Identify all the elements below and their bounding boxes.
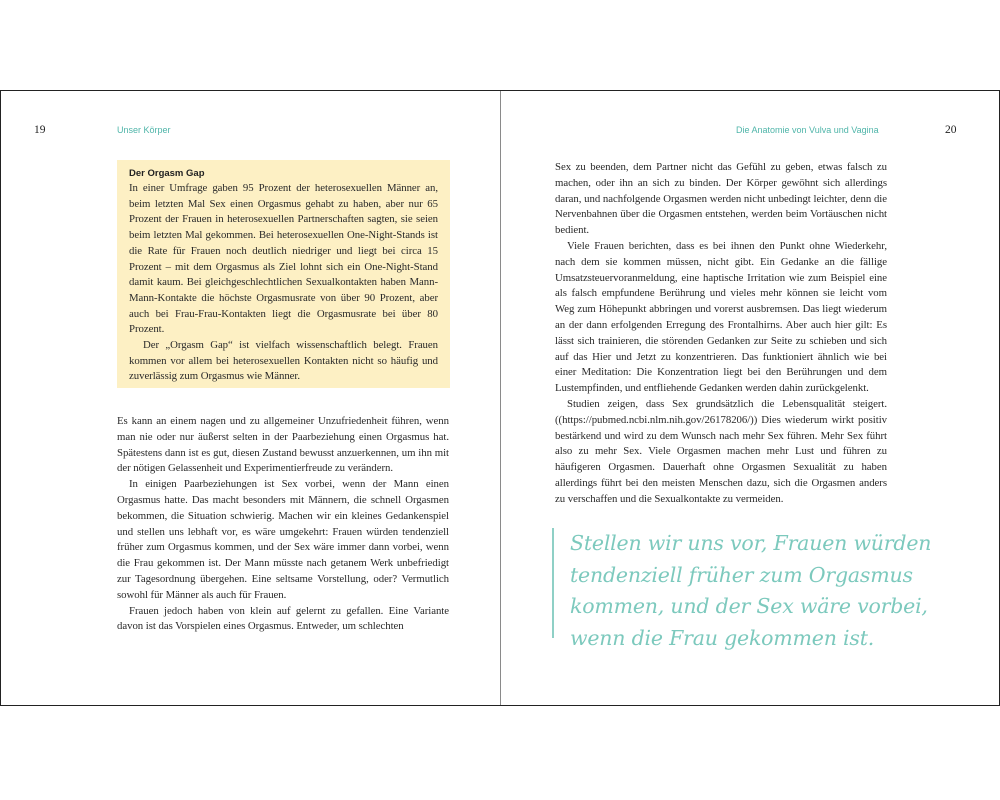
right-page-number: 20 (945, 124, 957, 136)
body-paragraph: In einigen Paarbeziehungen ist Sex vorbei, wenn der Mann einen Orgasmus hatte. Das macht besonders mit Männern, die schnell Orgasmen bekommen, die Situation schwierig. Machen wir ein kleines Gedankenspiel und stellen uns lebhaft vor, es wäre umgekehrt: Frauen würden tendenziell früher zum Orgasmus kommen, und der Sex wäre immer dann vorbei, wenn die Frau gekommen ist. Der Mann müsste nach getanem Werk unbefriedigt zur Tagesordnung übergehen. Eine seltsame Vorstellung, oder? Vermutlich sowohl für Männer als auch für Frauen. (117, 478, 449, 601)
info-box (117, 160, 450, 388)
book-spread (0, 90, 1000, 706)
body-paragraph: Frauen jedoch haben von klein auf gelernt zu gefallen. Eine Variante davon ist das Vorspielen eines Orgasmus. Entweder, um schlechten (117, 604, 449, 633)
left-running-head: Unser Körper (117, 125, 171, 135)
info-box-title: Der Orgasm Gap (129, 168, 205, 179)
info-box-paragraph: In einer Umfrage gaben 95 Prozent der heterosexuellen Männer an, beim letzten Mal Sex einen Orgasmus gehabt zu haben, aber nur 65 Prozent der Frauen in heterosexuellen Partnerschaften sagten, sie seien beim letzten Mal gekommen. Bei heterosexuellen One-Night-Stands ist die Rate für Frauen noch deutlich niedriger und liegt bei circa 15 Prozent – mit dem Orgasmus als Ziel lohnt sich ein One-Night-Stand damit kaum. Bei gleichgeschlechtlichen Sexualkontakten haben Mann-Mann-Kontakte die höchste Orgasmusrate von über 90 Prozent, aber auch bei Frau-Frau-Kontakten liegt die Orgasmusrate bei über 80 Prozent. (129, 182, 438, 336)
right-body-text (555, 160, 887, 508)
page-gutter (500, 91, 501, 705)
info-box-paragraph: Der „Orgasm Gap“ ist vielfach wissenschaftlich belegt. Frauen kommen vor allem bei heterosexuellen Kontakten nicht so häufig und zuverlässig zum Orgasmus wie Männer. (129, 339, 438, 383)
pull-quote: Stellen wir uns vor, Frauen würden tendenziell früher zum Orgasmus kommen, und der Sex wäre vorbei, wenn die Frau gekommen ist. (552, 528, 932, 638)
left-body-text (117, 414, 449, 635)
body-paragraph: Studien zeigen, dass Sex grundsätzlich die Lebensqualität steigert. ((https://pubmed.ncbi.nlm.nih.gov/26178206/)) Dies wiederum wirkt positiv bestärkend und wird zu dem Wunsch nach mehr Sex führen. Mehr Sex führt also zu mehr Sex. Viele Orgasmen machen mehr Lust und führen zu häufigeren Orgasmen. Dauerhaft ohne Orgasmen Sexualität zu haben allerdings führt bei den meisten Menschen dazu, sich die Orgasmen anders zu verschaffen und die Sexualkontakte zu vermeiden. (555, 397, 887, 505)
body-paragraph: Viele Frauen berichten, dass es bei ihnen den Punkt ohne Wiederkehr, nach dem sie kommen müssen, nicht gibt. Ein Gedanke an die fällige Umsatzsteuervoranmeldung, eine haptische Irritation wie zum Beispiel eine als falsch empfundene Berührung und vieles mehr können sie leicht vom Weg zum Höhepunkt abbringen und vorerst ausbremsen. Das liegt wiederum an der dann erfolgenden Erregung des Frontalhirns. Aber auch hier gilt: Es lässt sich trainieren, die störenden Gedanken zur Seite zu schieben und sich auf das Hier und Jetzt zu konzentrieren. Das funktioniert ähnlich wie bei einer Meditation: Die Konzentration liegt bei den Berührungen und dem Lustempfinden, und entfliehende Gedanken werden dahin zurückgelenkt. (555, 239, 887, 395)
body-paragraph: Es kann an einem nagen und zu allgemeiner Unzufriedenheit führen, wenn man nie oder nur äußerst selten in der Paarbeziehung einen Orgasmus hat. Spätestens dann ist es gut, diesen Zustand bewusst anzuerkennen, um ihn mit der nötigen Gelassenheit und Experimentierfreude zu verändern. (117, 415, 449, 475)
right-running-head: Die Anatomie von Vulva und Vagina (736, 125, 879, 135)
left-page-number: 19 (34, 124, 46, 136)
body-paragraph: Sex zu beenden, dem Partner nicht das Gefühl zu geben, etwas falsch zu machen, oder ihn an sich zu binden. Der Körper gewöhnt sich allerdings daran, und nachfolgende Orgasmen werden nicht unbedingt leichter, denn die Nervenbahnen über die Orgasmen entstehen, werden beim Vortäuschen nicht bedient. (555, 161, 887, 237)
